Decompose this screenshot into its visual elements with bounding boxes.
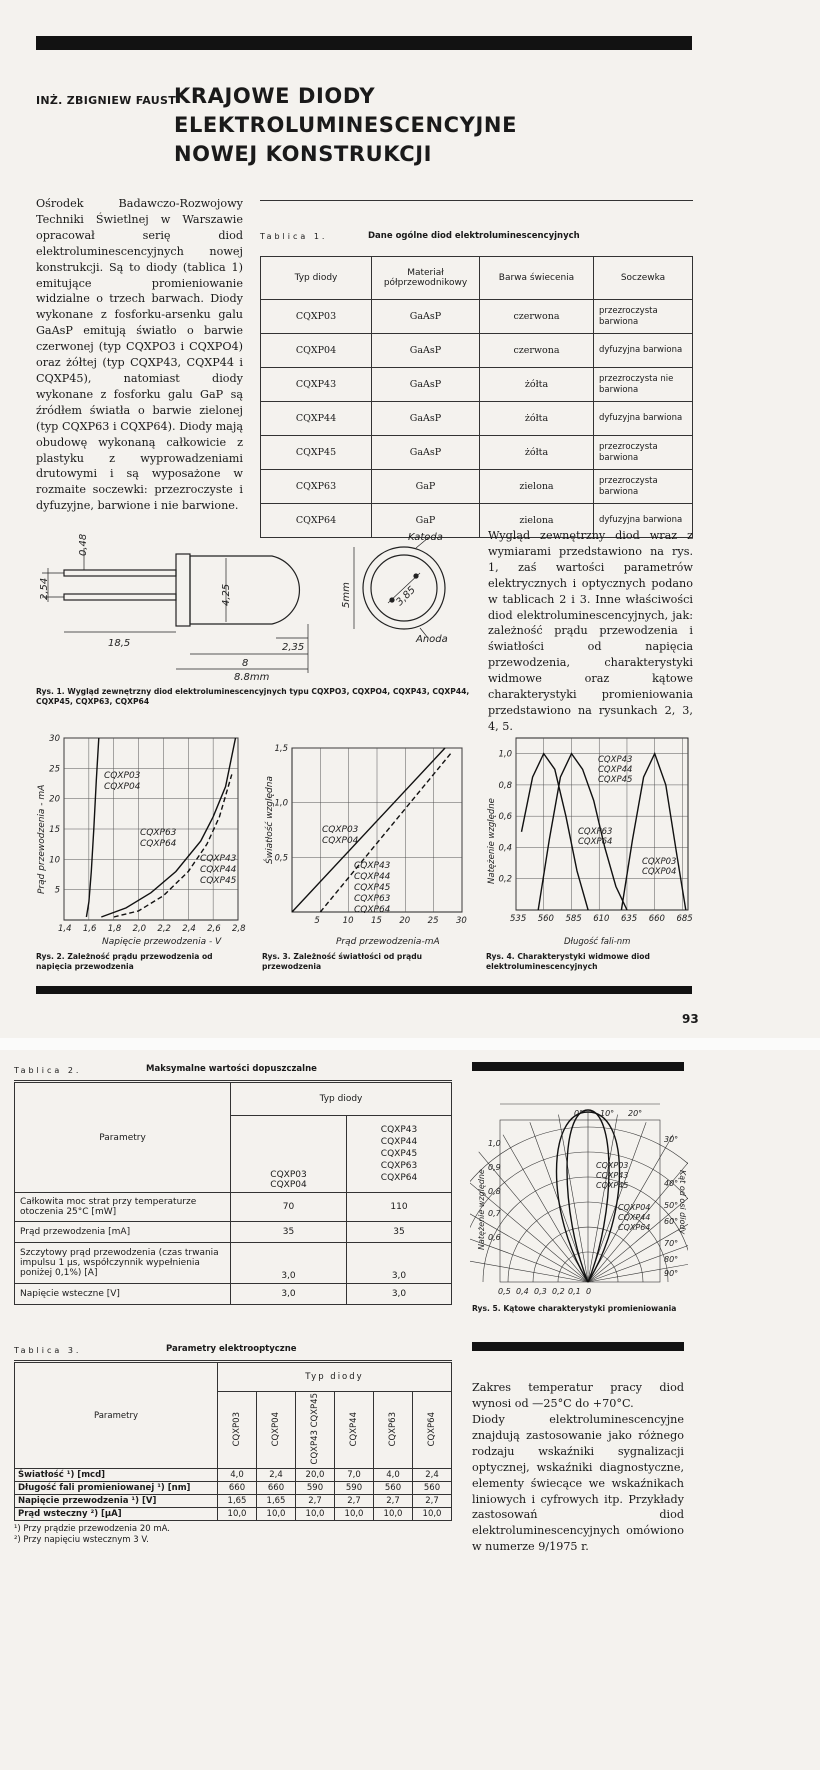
final-paragraph-1: Zakres temperatur pracy diod wynosi od —25°C do +70°C. [472,1381,684,1410]
table-row [15,1243,452,1284]
fig2-label: CQXP04 [104,782,141,792]
table1-header-row [261,257,693,300]
fig5-rtick: 0,6 [488,1233,501,1242]
table-cell: 35 [231,1222,347,1243]
table-cell: przezroczysta barwiona [594,436,693,470]
fig5-ring [470,1152,688,1282]
table-cell: 10,0 [218,1508,257,1521]
fig2-chart [32,734,250,948]
fig2-label: CQXP43 [200,854,237,864]
table-cell: 590 [335,1482,374,1495]
table-cell: 10,0 [374,1508,413,1521]
type-label: CQXP43 CQXP45 [310,1393,320,1465]
fig2-label: CQXP44 [200,865,237,875]
right-top-rule [472,1062,684,1071]
fig2-xtick-label: 2,4 [182,924,196,934]
table-cell: 35 [347,1222,452,1243]
table-cell: 7,0 [335,1469,374,1482]
fig2-ytick-label: 20 [49,794,60,805]
table2-type-b [347,1116,452,1193]
fig4-ytick-label: 0,2 [498,874,512,885]
table-cell: 660 [257,1482,296,1495]
fig5-ylabel: Natężenie względne [477,1169,486,1250]
fig3-xtick-label: 25 [427,916,439,926]
table3-type [335,1392,374,1469]
fig5-label: CQXP45 [596,1181,629,1190]
fig4-label: CQXP63 [578,827,613,837]
table-cell: Długość fali promieniowanej ¹) [nm] [15,1482,218,1495]
fig4-xtick-label: 535 [510,914,527,924]
fig5-angle: 90° [664,1269,679,1278]
fig4-label: CQXP44 [598,765,633,775]
table-cell: czerwona [480,300,594,334]
type-label: CQXP63 [380,1161,418,1171]
fig5-rtick: 0 [586,1287,592,1296]
table-row [15,1469,452,1482]
bottom-rule [36,986,692,994]
table-cell: 10,0 [296,1508,335,1521]
fig5-rtick: 1,0 [488,1139,501,1148]
fig3-xtick-label: 10 [342,916,354,926]
fig5-label: CQXP44 [618,1213,651,1222]
fig2-ylabel: Prąd przewodzenia - mA [37,784,47,894]
table-cell: czerwona [480,334,594,368]
fig3-label: CQXP04 [322,836,359,846]
fig1-caption: Rys. 1. Wygląd zewnętrzny diod elektroluminescencyjnych typu CQXPO3, CQXPO4, CQXP43, CQXP44, CQXP45, CQXP63, CQXP64 [36,687,470,706]
table-cell: GaP [372,470,480,504]
fig2-label: CQXP64 [140,839,177,849]
page-gap [0,1038,820,1050]
fig3-label: CQXP43 [354,861,391,871]
table-cell: CQXP03 [261,300,372,334]
table-cell: Napięcie wsteczne [V] [15,1284,231,1305]
dim-048: 0,48 [78,533,89,556]
body-dome [190,556,299,624]
fig3-label: CQXP64 [354,905,391,915]
fig3-ylabel: Światłość względna [265,776,275,864]
fig2-xlabel: Napięcie przewodzenia - V [102,937,222,947]
table-cell: 1,65 [218,1495,257,1508]
dim-235: 2,35 [282,642,305,653]
fig2-xtick-label: 2,2 [157,924,171,934]
table2-top-rule [14,1080,452,1081]
fig2-series-line [86,738,98,917]
lead-upper [64,570,176,576]
fig4-xtick-label: 610 [593,914,610,924]
fig3-xtick-label: 30 [456,916,467,926]
table3-footnotes [14,1524,414,1546]
table3-type [374,1392,413,1469]
fig4-label: CQXP04 [642,867,677,877]
type-label: CQXP03 [270,1170,307,1180]
fig3-label: CQXP44 [354,872,391,882]
table-cell: 3,0 [347,1243,452,1284]
table-cell: 3,0 [231,1284,347,1305]
type-label: CQXP63 [388,1411,398,1446]
table3-col-header: Parametry [15,1363,218,1469]
author: INŻ. ZBIGNIEW FAUST [36,94,177,107]
fig4-label: CQXP64 [578,837,613,847]
fig5-angle: 20° [628,1109,643,1118]
fig5-label: CQXP03 [596,1161,629,1170]
table-cell: przezroczysta barwiona [594,470,693,504]
fig4-caption: Rys. 4. Charakterystyki widmowe diod elektroluminescencyjnych [486,952,650,971]
fig4-ytick-label: 0,6 [498,812,512,823]
table-row [15,1482,452,1495]
fig5-rings [470,1127,688,1282]
table-cell: 10,0 [335,1508,374,1521]
article-title [174,82,714,169]
table-row [15,1083,452,1116]
fig2-xtick-label: 1,6 [82,924,97,934]
intro-paragraph: Ośrodek Badawczo-Rozwojowy Techniki Świetlnej w Warszawie opracował serię diod elektroluminescencyjnych nowej konstrukcji. Są to diody (tablica 1) emitujące promieniowanie widzialne o trzech barwach. Diody wykonane z fosforku-arsenku galu GaAsP emitują światło o barwie czerwonej (typ CQXPO3 i CQXPO4) oraz żółtej (typ CQXP43, CQXP44 i CQXP45), natomiast diody wykonane z fosforku galu GaP są źródłem światła o barwie zielonej (typ CQXP63 i CQXP64). Diody mają obudowę wykonaną całkowicie z plastyku z wyprowadzeniami drutowymi i są wyposażone w rozmaite soczewki: przezroczyste i dyfuzyjne, barwione i nie barwione. [36,197,243,513]
fig2-ytick-label: 25 [49,764,60,775]
table-cell: żółta [480,402,594,436]
fig5-label: CQXP64 [618,1223,651,1232]
table3-title: Parametry elektrooptyczne [166,1344,297,1354]
table-cell: 4,0 [374,1469,413,1482]
table1-header: Barwa świecenia [480,257,594,300]
fig3-xtick-label: 15 [371,916,382,926]
fig2-ytick-label: 30 [49,734,60,744]
table-cell: 70 [231,1193,347,1222]
dim-8: 8 [242,658,249,669]
fig3-caption: Rys. 3. Zależność światłości od prądu przewodzenia [262,952,423,971]
fig5-label: CQXP43 [596,1171,629,1180]
table2-type-a [231,1116,347,1193]
table-cell: CQXP64 [261,504,372,538]
table-cell: GaP [372,504,480,538]
fig4-xtick-label: 635 [620,914,638,924]
label-anoda: Anoda [416,634,448,645]
table-cell: dyfuzyjna barwiona [594,504,693,538]
type-label: CQXP64 [380,1173,418,1183]
fig5-rtick: 0,3 [534,1287,547,1296]
fig3-label: CQXP63 [354,894,391,904]
table2-title: Maksymalne wartości dopuszczalne [146,1064,317,1074]
end-view-pin-2 [413,573,418,578]
table-cell: 2,4 [257,1469,296,1482]
table-cell: Całkowita moc strat przy temperaturze otoczenia 25°C [mW] [15,1193,231,1222]
table-row [15,1284,452,1305]
right-paragraph: Wygląd zewnętrzny diod wraz z wymiarami przedstawiono na rys. 1, zaś wartości parametrów elektrycznych i optycznych podano w tablicach 2 i 3. Inne właściwości diod elektroluminescencyjnych, jak: zależność prądu przewodzenia i światłości od napięcia przewodzenia, charakterystyki widmowe oraz kątowe charakterystyki promieniowania przedstawiono na rysunkach 2, 3, 4, 5. [488,529,693,733]
fig5-rtick: 0,4 [516,1287,529,1296]
table1-header: Soczewka [594,257,693,300]
table-cell: 10,0 [413,1508,452,1521]
table1-label: Tablica 1. [260,232,328,241]
fig2-xtick-label: 2,6 [207,924,221,934]
dim-88: 8,8mm [234,672,270,680]
label-katoda: Katoda [408,532,443,543]
fig4-xtick-label: 560 [537,914,554,924]
top-rule [36,36,692,50]
fig4-label: CQXP43 [598,755,633,765]
fig3-xtick-label: 20 [399,916,411,926]
fig2-caption: Rys. 2. Zależność prądu przewodzenia od napięcia przewodzenia [36,952,213,971]
table-cell: GaAsP [372,334,480,368]
fig4-ytick-label: 0,8 [498,780,512,791]
table-cell: Światłość ¹) [mcd] [15,1469,218,1482]
table-cell: Szczytowy prąd przewodzenia (czas trwania impulsu 1 µs, współczynnik wypełnienia poniżej 0,1%) [A] [15,1243,231,1284]
table-cell: 4,0 [218,1469,257,1482]
table1-header: Materiał półprzewodnikowy [372,257,480,300]
table-cell: żółta [480,368,594,402]
fig4-ylabel: Natężenie względne [487,798,497,884]
table-cell: 560 [374,1482,413,1495]
table1 [260,256,693,538]
table-cell: zielona [480,470,594,504]
type-label: CQXP43 [380,1125,418,1135]
fig5-rlabel: Kąt od osi diody [678,1170,687,1235]
table-row [15,1193,452,1222]
table-cell: przezroczysta nie barwiona [594,368,693,402]
type-label: CQXP64 [427,1411,437,1446]
table-cell: Napięcie przewodzenia ¹) [V] [15,1495,218,1508]
fig4-ytick-label: 0,4 [498,843,512,854]
fig2-ytick-label: 5 [54,885,60,896]
table-cell: Prąd przewodzenia [mA] [15,1222,231,1243]
fig5-caption: Rys. 5. Kątowe charakterystyki promieniowania [472,1304,677,1313]
table-cell: CQXP04 [261,334,372,368]
table-cell: 2,4 [413,1469,452,1482]
type-label: CQXP03 [232,1411,242,1446]
fig2-label: CQXP03 [104,771,141,781]
table3-top-rule [14,1360,452,1361]
table-cell: 660 [218,1482,257,1495]
table-row [15,1508,452,1521]
fig4-ytick-label: 1,0 [498,749,512,760]
type-label: CQXP45 [380,1149,418,1159]
final-paragraph-2: Diody elektroluminescencyjne znajdują zastosowanie jako różnego rodzaju wskaźniki sygnalizacji optycznej, wskaźniki diagnostyczne, elementy świecące we wskaźnikach liniowych i cyfrowych itp. Przykłady zastosowań diod elektroluminescencyjnych omówiono w numerze 9/1975 r. [472,1413,684,1554]
fig3-ytick-label: 1,5 [274,744,288,754]
type-label: CQXP44 [349,1411,359,1446]
table-cell: 110 [347,1193,452,1222]
fig2-label: CQXP45 [200,876,237,886]
dim-385: 3,85 [394,584,418,609]
table-row [15,1363,452,1392]
table-cell: GaAsP [372,436,480,470]
table-row [15,1495,452,1508]
fig2-label: CQXP63 [140,828,177,838]
table3-type [218,1392,257,1469]
fig5-ring [470,1127,688,1282]
table3-type [413,1392,452,1469]
fig5-angle: 60° [664,1217,679,1226]
type-label: CQXP04 [270,1180,307,1190]
fig4-label: CQXP03 [642,857,677,867]
dim-425: 4,25 [221,583,232,606]
fig2-xtick-label: 1,4 [58,924,72,934]
table-row [261,300,693,334]
table-row [261,470,693,504]
table1-title: Dane ogólne diod elektroluminescencyjnych [368,231,580,241]
fig3-ytick-label: 0,5 [274,853,288,864]
fig2-ytick-label: 15 [49,825,60,835]
fig5-rtick: 0,1 [568,1287,581,1296]
table-cell: GaAsP [372,368,480,402]
type-label: CQXP44 [380,1137,418,1147]
dim-185: 18,5 [108,638,131,649]
table-row [261,368,693,402]
fig5-angle: 70° [664,1239,679,1248]
table3-type [257,1392,296,1469]
table2-col-header: Parametry [15,1083,231,1193]
table-cell: przezroczysta barwiona [594,300,693,334]
table-row [261,334,693,368]
fig4-xlabel: Długość fali-nm [564,937,631,947]
table2 [14,1082,452,1305]
table-cell: dyfuzyjna barwiona [594,402,693,436]
table3 [14,1362,452,1521]
fig4-label: CQXP45 [598,775,633,785]
lead-lower [64,594,176,600]
table3-label: Tablica 3. [14,1346,82,1355]
fig4-chart [482,734,696,948]
fig5-angle: 30° [664,1135,679,1144]
table-cell: 2,7 [413,1495,452,1508]
table-row [261,436,693,470]
table2-label: Tablica 2. [14,1066,82,1075]
table-cell: zielona [480,504,594,538]
fig5-polar-chart [470,1100,688,1300]
table-cell: 2,7 [335,1495,374,1508]
fig4-xtick-label: 685 [676,914,693,924]
title-line-1: KRAJOWE DIODY ELEKTROLUMINESCENCYJNE [174,84,518,137]
right-mid-rule [472,1342,684,1351]
table-cell: 2,7 [374,1495,413,1508]
fig3-xlabel: Prąd przewodzenia-mA [336,937,440,947]
type-label: CQXP04 [271,1411,281,1446]
fig4-xtick-label: 660 [648,914,665,924]
fig3-ytick-label: 1,0 [274,798,288,809]
table-cell: 590 [296,1482,335,1495]
table-cell: 1,65 [257,1495,296,1508]
table-cell: żółta [480,436,594,470]
table-cell: CQXP63 [261,470,372,504]
title-line-2: NOWEJ KONSTRUKCJI [174,142,433,166]
fig3-label: CQXP45 [354,883,391,893]
table-cell: CQXP44 [261,402,372,436]
fig4-xtick-label: 585 [565,914,582,924]
fig2-ytick-label: 10 [49,855,60,866]
table1-top-rule [260,200,693,201]
table-cell: GaAsP [372,300,480,334]
table-row [15,1222,452,1243]
fig5-rtick: 0,7 [488,1209,501,1218]
fig5-rtick: 0,2 [552,1287,565,1296]
table-cell: 3,0 [231,1243,347,1284]
table-cell: GaAsP [372,402,480,436]
table2-group-header: Typ diody [231,1083,452,1116]
table-cell: Prąd wsteczny ²) [µA] [15,1508,218,1521]
table-row [261,402,693,436]
fig5-angle: 80° [664,1255,679,1264]
fig5-rtick: 0,8 [488,1187,501,1196]
fig5-angle: 10° [600,1109,615,1118]
table-cell: 2,7 [296,1495,335,1508]
table-cell: CQXP43 [261,368,372,402]
body-flange [176,554,190,626]
dim-5mm: 5mm [341,582,352,608]
fig3-xtick-label: 5 [314,916,320,926]
table1-header: Typ diody [261,257,372,300]
fig1-diode-drawing [36,528,456,680]
fig5-rtick: 0,9 [488,1163,501,1172]
fig5-label: CQXP04 [618,1203,651,1212]
table-cell: dyfuzyjna barwiona [594,334,693,368]
fig5-angle: 50° [664,1201,679,1210]
fig2-xtick-label: 2,8 [232,924,246,934]
table-cell: 10,0 [257,1508,296,1521]
fig3-label: CQXP03 [322,825,359,835]
table3-group-header: Typ diody [218,1363,452,1392]
footnote-1: ¹) Przy prądzie przewodzenia 20 mA. [14,1524,170,1534]
dim-254: 2,54 [39,577,50,600]
table3-type [296,1392,335,1469]
fig5-angle: 0° [574,1109,584,1118]
fig2-xtick-label: 2,0 [132,924,147,934]
fig3-chart [258,734,474,948]
fig2-xtick-label: 1,8 [107,924,122,934]
page-number: 93 [682,1012,699,1026]
table-cell: 3,0 [347,1284,452,1305]
table-cell: 560 [413,1482,452,1495]
table-cell: CQXP45 [261,436,372,470]
fig5-rtick: 0,5 [498,1287,511,1296]
fig5-angle: 40° [664,1179,679,1188]
footnote-2: ²) Przy napięciu wstecznym 3 V. [14,1535,149,1545]
table-cell: 20,0 [296,1469,335,1482]
